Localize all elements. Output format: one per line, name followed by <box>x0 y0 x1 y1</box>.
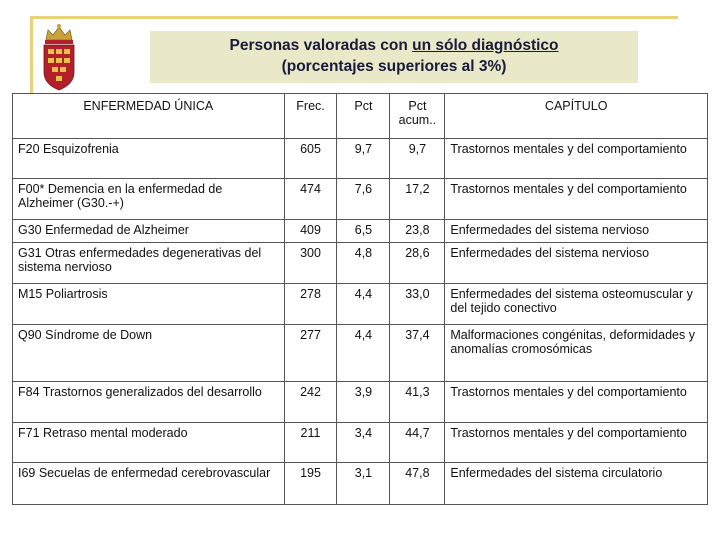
table-row <box>13 284 708 325</box>
frequency-cell: 409 <box>284 220 337 243</box>
disease-cell: F20 Esquizofrenia <box>13 139 285 179</box>
chapter-cell: Malformaciones congénitas, deformidades y anomalías cromosómicas <box>445 325 708 382</box>
title-line-2: (porcentajes superiores al 3%) <box>281 58 507 75</box>
decorative-frame-top <box>30 16 678 19</box>
chapter-cell: Trastornos mentales y del comportamiento <box>445 179 708 220</box>
percent-cell: 3,1 <box>337 463 390 505</box>
chapter-cell: Trastornos mentales y del comportamiento <box>445 423 708 463</box>
header-chapter: CAPÍTULO <box>445 94 708 139</box>
frequency-cell: 605 <box>284 139 337 179</box>
header-percent: Pct <box>337 94 390 139</box>
disease-cell: Q90 Síndrome de Down <box>13 325 285 382</box>
percent-cell: 7,6 <box>337 179 390 220</box>
chapter-cell: Enfermedades del sistema circulatorio <box>445 463 708 505</box>
decorative-frame-left <box>30 16 33 94</box>
table-row <box>13 243 708 284</box>
cumulative-percent-cell: 23,8 <box>390 220 445 243</box>
frequency-cell: 211 <box>284 423 337 463</box>
percent-cell: 3,9 <box>337 382 390 423</box>
header-disease: ENFERMEDAD ÚNICA <box>13 94 285 139</box>
percent-cell: 9,7 <box>337 139 390 179</box>
header-cumulative-percent: Pct acum.. <box>390 94 445 139</box>
table-row <box>13 423 708 463</box>
chapter-cell: Enfermedades del sistema nervioso <box>445 243 708 284</box>
disease-cell: F84 Trastornos generalizados del desarrollo <box>13 382 285 423</box>
cumulative-percent-cell: 28,6 <box>390 243 445 284</box>
disease-cell: I69 Secuelas de enfermedad cerebrovascular <box>13 463 285 505</box>
percent-cell: 6,5 <box>337 220 390 243</box>
chapter-cell: Enfermedades del sistema nervioso <box>445 220 708 243</box>
table-row <box>13 463 708 505</box>
frequency-cell: 195 <box>284 463 337 505</box>
region-coat-of-arms-icon <box>38 22 80 92</box>
percent-cell: 3,4 <box>337 423 390 463</box>
disease-cell: G30 Enfermedad de Alzheimer <box>13 220 285 243</box>
title-line-1: Personas valoradas con un sólo diagnóstico <box>229 37 559 55</box>
cumulative-percent-cell: 47,8 <box>390 463 445 505</box>
header-frequency: Frec. <box>284 94 337 139</box>
cumulative-percent-cell: 44,7 <box>390 423 445 463</box>
cumulative-percent-cell: 33,0 <box>390 284 445 325</box>
page-title <box>150 31 638 83</box>
table-row <box>13 179 708 220</box>
chapter-cell: Enfermedades del sistema osteomuscular y del tejido conectivo <box>445 284 708 325</box>
percent-cell: 4,4 <box>337 325 390 382</box>
frequency-cell: 242 <box>284 382 337 423</box>
frequency-cell: 278 <box>284 284 337 325</box>
disease-cell: F71 Retraso mental moderado <box>13 423 285 463</box>
cumulative-percent-cell: 37,4 <box>390 325 445 382</box>
table-row <box>13 325 708 382</box>
frequency-cell: 474 <box>284 179 337 220</box>
disease-cell: F00* Demencia en la enfermedad de Alzheimer (G30.-+) <box>13 179 285 220</box>
disease-cell: G31 Otras enfermedades degenerativas del sistema nervioso <box>13 243 285 284</box>
cumulative-percent-cell: 17,2 <box>390 179 445 220</box>
table-header-row <box>13 94 708 139</box>
diagnosis-table <box>12 93 708 505</box>
chapter-cell: Trastornos mentales y del comportamiento <box>445 139 708 179</box>
frequency-cell: 300 <box>284 243 337 284</box>
disease-cell: M15 Poliartrosis <box>13 284 285 325</box>
cumulative-percent-cell: 41,3 <box>390 382 445 423</box>
table-row <box>13 139 708 179</box>
title-underlined-text: un sólo diagnóstico <box>412 37 559 55</box>
chapter-cell: Trastornos mentales y del comportamiento <box>445 382 708 423</box>
percent-cell: 4,4 <box>337 284 390 325</box>
percent-cell: 4,8 <box>337 243 390 284</box>
frequency-cell: 277 <box>284 325 337 382</box>
cumulative-percent-cell: 9,7 <box>390 139 445 179</box>
table-row <box>13 220 708 243</box>
table-row <box>13 382 708 423</box>
